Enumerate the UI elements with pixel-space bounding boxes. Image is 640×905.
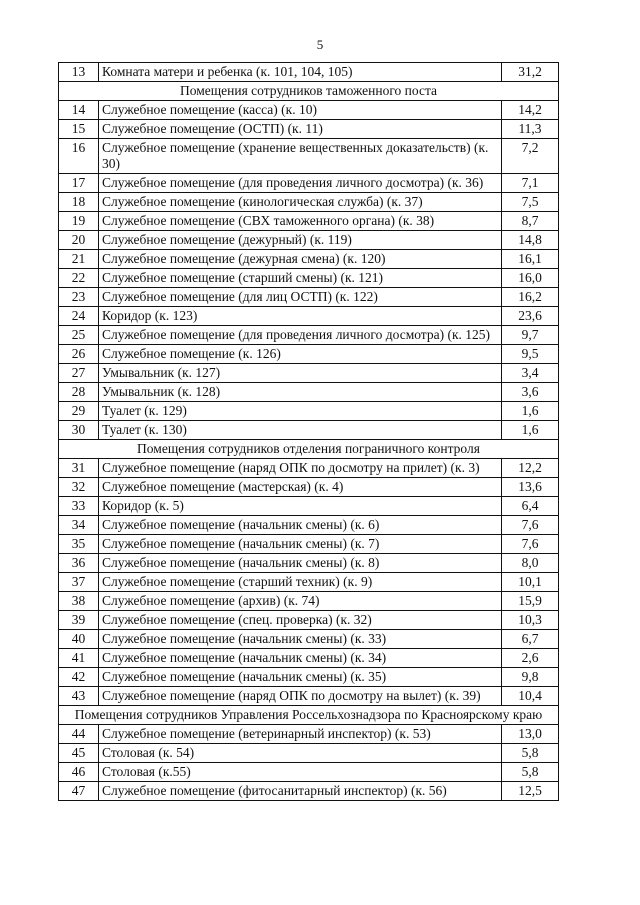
room-name-cell: Служебное помещение (начальник смены) (к. 34) [99, 649, 502, 668]
row-number-cell: 21 [59, 250, 99, 269]
room-name-cell: Служебное помещение (начальник смены) (к. 7) [99, 535, 502, 554]
room-area-cell: 8,0 [502, 554, 559, 573]
room-name-cell: Служебное помещение (наряд ОПК по досмотру на прилет) (к. 3) [99, 459, 502, 478]
table-row [59, 120, 559, 139]
room-name-cell: Умывальник (к. 127) [99, 364, 502, 383]
table-row [59, 101, 559, 120]
table-row [59, 364, 559, 383]
section-header-row [59, 440, 559, 459]
table-row [59, 744, 559, 763]
room-area-cell: 15,9 [502, 592, 559, 611]
room-area-cell: 5,8 [502, 744, 559, 763]
table-row [59, 782, 559, 801]
room-area-cell: 16,1 [502, 250, 559, 269]
room-name-cell: Служебное помещение (начальник смены) (к. 33) [99, 630, 502, 649]
room-name-cell: Служебное помещение (для проведения личного досмотра) (к. 125) [99, 326, 502, 345]
room-name-cell: Служебное помещение (кинологическая служба) (к. 37) [99, 193, 502, 212]
room-area-cell: 12,2 [502, 459, 559, 478]
room-area-cell: 10,3 [502, 611, 559, 630]
room-area-cell: 9,5 [502, 345, 559, 364]
room-name-cell: Служебное помещение (спец. проверка) (к. 32) [99, 611, 502, 630]
row-number-cell: 16 [59, 139, 99, 174]
table-row [59, 326, 559, 345]
row-number-cell: 14 [59, 101, 99, 120]
table-row [59, 402, 559, 421]
room-name-cell: Служебное помещение (для проведения личного досмотра) (к. 36) [99, 174, 502, 193]
room-name-cell: Служебное помещение (ОСТП) (к. 11) [99, 120, 502, 139]
room-area-cell: 2,6 [502, 649, 559, 668]
row-number-cell: 24 [59, 307, 99, 326]
table-row [59, 611, 559, 630]
row-number-cell: 31 [59, 459, 99, 478]
table-row [59, 497, 559, 516]
table-row [59, 250, 559, 269]
table-row [59, 630, 559, 649]
room-name-cell: Коридор (к. 5) [99, 497, 502, 516]
section-title: Помещения сотрудников таможенного поста [59, 82, 559, 101]
row-number-cell: 41 [59, 649, 99, 668]
room-name-cell: Служебное помещение (мастерская) (к. 4) [99, 478, 502, 497]
room-name-cell: Служебное помещение (для лиц ОСТП) (к. 122) [99, 288, 502, 307]
room-name-cell: Служебное помещение (ветеринарный инспектор) (к. 53) [99, 725, 502, 744]
row-number-cell: 20 [59, 231, 99, 250]
row-number-cell: 15 [59, 120, 99, 139]
room-name-cell: Служебное помещение (старший смены) (к. 121) [99, 269, 502, 288]
room-area-cell: 16,2 [502, 288, 559, 307]
table-row [59, 535, 559, 554]
room-area-cell: 7,5 [502, 193, 559, 212]
room-name-cell: Служебное помещение (начальник смены) (к. 35) [99, 668, 502, 687]
row-number-cell: 47 [59, 782, 99, 801]
room-name-cell: Коридор (к. 123) [99, 307, 502, 326]
page-number: 5 [316, 37, 324, 52]
room-area-cell: 7,6 [502, 516, 559, 535]
room-area-cell: 1,6 [502, 421, 559, 440]
room-name-cell: Столовая (к.55) [99, 763, 502, 782]
room-area-cell: 10,1 [502, 573, 559, 592]
table-row [59, 139, 559, 174]
table-row [59, 478, 559, 497]
room-name-cell: Служебное помещение (фитосанитарный инспектор) (к. 56) [99, 782, 502, 801]
room-name-cell: Служебное помещение (наряд ОПК по досмотру на вылет) (к. 39) [99, 687, 502, 706]
room-area-cell: 11,3 [502, 120, 559, 139]
row-number-cell: 28 [59, 383, 99, 402]
table-row [59, 554, 559, 573]
table-row [59, 63, 559, 82]
room-name-cell: Туалет (к. 130) [99, 421, 502, 440]
section-title: Помещения сотрудников Управления Россельхознадзора по Красноярскому краю [59, 706, 559, 725]
table-row [59, 288, 559, 307]
table-row [59, 421, 559, 440]
room-area-cell: 13,6 [502, 478, 559, 497]
row-number-cell: 40 [59, 630, 99, 649]
room-area-cell: 10,4 [502, 687, 559, 706]
room-name-cell: Умывальник (к. 128) [99, 383, 502, 402]
room-area-cell: 7,1 [502, 174, 559, 193]
room-area-cell: 12,5 [502, 782, 559, 801]
table-row [59, 193, 559, 212]
room-name-cell: Служебное помещение (архив) (к. 74) [99, 592, 502, 611]
room-area-cell: 8,7 [502, 212, 559, 231]
room-area-cell: 3,4 [502, 364, 559, 383]
section-title: Помещения сотрудников отделения пограничного контроля [59, 440, 559, 459]
table-row [59, 174, 559, 193]
row-number-cell: 17 [59, 174, 99, 193]
table-row [59, 307, 559, 326]
row-number-cell: 23 [59, 288, 99, 307]
room-area-cell: 14,2 [502, 101, 559, 120]
table-row [59, 687, 559, 706]
row-number-cell: 32 [59, 478, 99, 497]
table-row [59, 592, 559, 611]
row-number-cell: 42 [59, 668, 99, 687]
row-number-cell: 33 [59, 497, 99, 516]
room-name-cell: Служебное помещение (СВХ таможенного органа) (к. 38) [99, 212, 502, 231]
room-name-cell: Туалет (к. 129) [99, 402, 502, 421]
room-name-cell: Служебное помещение (старший техник) (к. 9) [99, 573, 502, 592]
room-area-cell: 7,6 [502, 535, 559, 554]
room-area-cell: 16,0 [502, 269, 559, 288]
room-area-cell: 31,2 [502, 63, 559, 82]
room-area-cell: 6,4 [502, 497, 559, 516]
section-header-row [59, 706, 559, 725]
row-number-cell: 34 [59, 516, 99, 535]
row-number-cell: 37 [59, 573, 99, 592]
room-name-cell: Служебное помещение (касса) (к. 10) [99, 101, 502, 120]
table-row [59, 668, 559, 687]
row-number-cell: 29 [59, 402, 99, 421]
section-header-row [59, 82, 559, 101]
room-area-cell: 7,2 [502, 139, 559, 174]
room-area-cell: 3,6 [502, 383, 559, 402]
room-name-cell: Столовая (к. 54) [99, 744, 502, 763]
row-number-cell: 44 [59, 725, 99, 744]
room-name-cell: Служебное помещение (к. 126) [99, 345, 502, 364]
room-name-cell: Комната матери и ребенка (к. 101, 104, 105) [99, 63, 502, 82]
room-area-cell: 5,8 [502, 763, 559, 782]
room-name-cell: Служебное помещение (начальник смены) (к. 8) [99, 554, 502, 573]
room-area-cell: 9,7 [502, 326, 559, 345]
row-number-cell: 36 [59, 554, 99, 573]
room-name-cell: Служебное помещение (дежурная смена) (к. 120) [99, 250, 502, 269]
row-number-cell: 27 [59, 364, 99, 383]
row-number-cell: 30 [59, 421, 99, 440]
row-number-cell: 35 [59, 535, 99, 554]
row-number-cell: 19 [59, 212, 99, 231]
room-area-cell: 6,7 [502, 630, 559, 649]
table-row [59, 345, 559, 364]
row-number-cell: 13 [59, 63, 99, 82]
table-row [59, 459, 559, 478]
room-area-cell: 13,0 [502, 725, 559, 744]
table-row [59, 649, 559, 668]
room-area-cell: 23,6 [502, 307, 559, 326]
row-number-cell: 18 [59, 193, 99, 212]
row-number-cell: 39 [59, 611, 99, 630]
row-number-cell: 25 [59, 326, 99, 345]
row-number-cell: 43 [59, 687, 99, 706]
table-row [59, 725, 559, 744]
table-row [59, 212, 559, 231]
room-name-cell: Служебное помещение (хранение вещественных доказательств) (к. 30) [99, 139, 502, 174]
table-row [59, 231, 559, 250]
room-area-cell: 14,8 [502, 231, 559, 250]
row-number-cell: 22 [59, 269, 99, 288]
table-row [59, 573, 559, 592]
room-name-cell: Служебное помещение (дежурный) (к. 119) [99, 231, 502, 250]
row-number-cell: 45 [59, 744, 99, 763]
table-row [59, 516, 559, 535]
table-row [59, 383, 559, 402]
row-number-cell: 38 [59, 592, 99, 611]
rooms-table-body [59, 63, 559, 801]
room-name-cell: Служебное помещение (начальник смены) (к. 6) [99, 516, 502, 535]
row-number-cell: 26 [59, 345, 99, 364]
rooms-table [58, 62, 559, 801]
room-area-cell: 1,6 [502, 402, 559, 421]
table-row [59, 763, 559, 782]
room-area-cell: 9,8 [502, 668, 559, 687]
table-row [59, 269, 559, 288]
row-number-cell: 46 [59, 763, 99, 782]
